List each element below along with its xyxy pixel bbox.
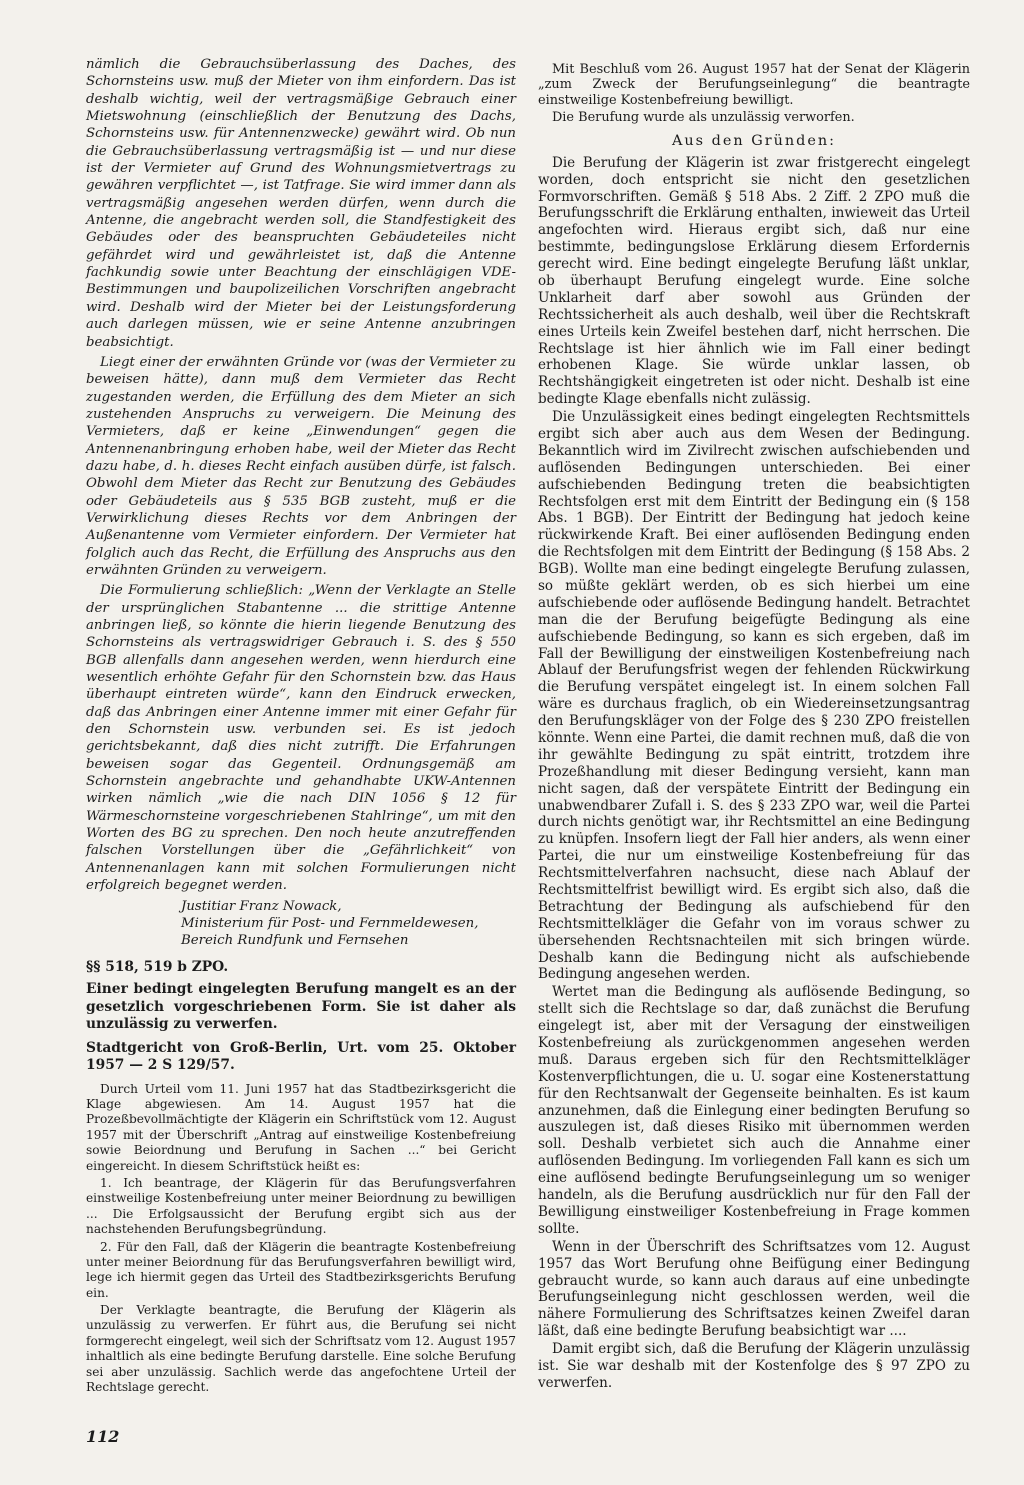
intro-paragraph: Mit Beschluß vom 26. August 1957 hat der Senat der Klägerin „zum Zweck der Berufungseinlegung“ die beantragte einstweilige Kostenbefreiung bewilligt. [538, 62, 970, 108]
facts-paragraph: Der Verklagte beantragte, die Berufung der Klägerin als unzulässig zu verwerfen. Er führt aus, die Berufung sei nicht formgerecht eingelegt, weil sich der Schriftsatz vom 12. August 1957 inhaltlich als eine bedingte Berufung darstelle. Eine solche Berufung sei aber unzulässig. Sachlich werde das angefochtene Urteil der Rechtslage gerecht. [86, 1303, 516, 1395]
section-title: Aus den Gründen: [672, 133, 836, 150]
left-column [86, 56, 516, 1397]
reasons-text [538, 155, 970, 1392]
author-signature [181, 898, 516, 949]
author-department: Bereich Rundfunk und Fernsehen [181, 932, 409, 948]
commentary-text [86, 56, 516, 895]
facts-text [86, 1082, 516, 1396]
intro-text [538, 62, 970, 125]
facts-paragraph: 1. Ich beantrage, der Klägerin für das Berufungsverfahren einstweilige Kostenbefreiung unter meiner Beiordnung zu bewilligen ... Die Erfolgsaussicht der Berufung ergibt sich aus der nachstehenden Berufungsbegründung. [86, 1175, 516, 1237]
reason-paragraph: Die Unzulässigkeit eines bedingt eingelegten Rechtsmittels ergibt sich aber auch aus dem Wesen der Bedingung. Bekanntlich wird im Zivilrecht zwischen aufschiebenden und auflösenden Bedingungen unterschieden. Bei einer aufschiebenden Bedingung treten die beabsichtigten Rechtsfolgen erst mit dem Eintritt der Bedingung ein (§ 158 Abs. 1 BGB). Der Eintritt der Bedingung hat jedoch keine rückwirkende Kraft. Bei einer auflösenden Bedingung enden die Rechtsfolgen mit dem Eintritt der Bedingung (§ 158 Abs. 2 BGB). Wollte man eine bedingt eingelegte Berufung zulassen, so müßte geklärt werden, ob es sich hierbei um eine aufschiebende oder auflösende Bedingung handelt. Betrachtet man die der Berufung beigefügte Bedingung als eine aufschiebende Bedingung, so kann es sich ergeben, daß im Fall der Bewilligung der einstweiligen Kostenbefreiung nach Ablauf der Berufungsfrist wegen der fehlenden Rückwirkung die Berufung verspätet eingelegt ist. In einem solchen Fall wäre es durchaus fraglich, ob ein Wiedereinsetzungsantrag den Berufungskläger von der Folge des § 230 ZPO freistellen könnte. Wenn eine Partei, die damit rechnen muß, daß die von ihr gewählte Bedingung zu spät eintritt, trotzdem ihre Prozeßhandlung mit dieser Bedingung versieht, kann man nicht sagen, daß der verspätete Eintritt der Bedingung ein unabwendbarer Zufall i. S. des § 233 ZPO war, weil die Partei durch nichts genötigt war, ihr Rechtsmittel an eine Bedingung zu knüpfen. Insofern liegt der Fall hier anders, als wenn einer Partei, die nur um einstweilige Kostenbefreiung für das Rechtsmittelverfahren nachsucht, diese nach Ablauf der Rechtsmittelfrist bewilligt wird. Es ergibt sich also, daß die Betrachtung der Bedingung als aufschiebend für den Rechtsmittelkläger die Gefahr von im voraus schwer zu übersehenden Rechtsnachteilen mit sich bringen würde. Deshalb kann die Bedingung nicht als aufschiebende Bedingung angesehen werden. [538, 409, 970, 983]
reason-paragraph: Wertet man die Bedingung als auflösende Bedingung, so stellt sich die Rechtslage so dar, daß zunächst die Berufung eingelegt ist, aber mit der Versagung der einstweiligen Kostenbefreiung als zurückgenommen angesehen werden muß. Daraus ergeben sich für den Rechtsmittelkläger Kostenverpflichtungen, die u. U. sogar eine Kostenerstattung für den Rechtsanwalt der Gegenseite beinhalten. Es ist kaum anzunehmen, daß die Einlegung einer bedingten Berufung so auszulegen ist, daß dieses Risiko mit übernommen werden soll. Deshalb verbietet sich auch die Annahme einer auflösenden Bedingung. Im vorliegenden Fall kann es sich um eine auflösend bedingte Berufungseinlegung um so weniger handeln, als die Berufung ausdrücklich nur für den Fall der Bewilligung einstweiliger Kostenbefreiung in Frage kommen sollte. [538, 984, 970, 1237]
headnote: Einer bedingt eingelegten Berufung mangelt es an der gesetzlich vorgeschriebenen Form. Sie ist daher als unzulässig zu verwerfen. [86, 981, 516, 1033]
author-name: Justitiar Franz Nowack, [181, 898, 342, 914]
author-ministry: Ministerium für Post- und Fernmeldewesen, [181, 915, 479, 931]
facts-paragraph: 2. Für den Fall, daß der Klägerin die beantragte Kostenbefreiung unter meiner Beiordnung für das Berufungsverfahren bewilligt wird, lege ich hiermit gegen das Urteil des Stadtbezirksgerichts Berufung ein. [86, 1239, 516, 1300]
reason-paragraph: Wenn in der Überschrift des Schriftsatzes vom 12. August 1957 das Wort Berufung ohne Beifügung einer Bedingung gebraucht wurde, so kann auch daraus auf eine unbedingte Berufungseinlegung nicht geschlossen werden, weil die nähere Formulierung des Schriftsatzes keinen Zweifel daran läßt, daß eine bedingte Berufung beabsichtigt war .... [538, 1238, 970, 1340]
reason-paragraph: Die Berufung der Klägerin ist zwar fristgerecht eingelegt worden, doch entspricht sie nicht den gesetzlichen Formvorschriften. Gemäß § 518 Abs. 2 Ziff. 2 ZPO muß die Berufungsschrift die Erklärung enthalten, inwieweit das Urteil angefochten wird. Hieraus ergibt sich, daß nur eine bestimmte, bedingungslose Erklärung diesem Erfordernis gerecht wird. Eine bedingt eingelegte Berufung läßt unklar, ob überhaupt Berufung eingelegt wurde. Eine solche Unklarheit darf aber sowohl aus Gründen der Rechtssicherheit als auch deshalb, weil über die Rechtskraft eines Urteils kein Zweifel bestehen darf, nicht herrschen. Die Rechtslage ist hier ähnlich wie im Fall einer bedingt erhobenen Klage. Sie würde unklar lassen, ob Rechtshängigkeit eingetreten ist oder nicht. Deshalb ist eine bedingte Klage ebenfalls nicht zulässig. [538, 154, 970, 408]
right-column [538, 62, 970, 1393]
page-number: 112 [86, 1427, 120, 1446]
commentary-paragraph: Liegt einer der erwähnten Gründe vor (was der Vermieter zu beweisen hätte), dann muß dem Vermieter das Recht zugestanden werden, die Erfüllung des dem Mieter an sich zustehenden Anspruchs zu verweigern. Die Meinung des Vermieters, daß er keine „Einwendungen“ gegen die Antennenanbringung erhoben habe, weil der Mieter das Recht dazu habe, d. h. dieses Recht einfach ausüben dürfe, ist falsch. Obwohl dem Mieter das Recht zur Benutzung des Gebäudes oder Gebäudeteils aus § 535 BGB zusteht, muß er die Verwirklichung dieses Rechts vor dem Anbringen der Außenantenne vom Vermieter einfordern. Der Vermieter hat folglich auch das Recht, die Erfüllung des Anspruchs aus den erwähnten Gründen zu verweigern. [86, 354, 516, 578]
intro-paragraph: Die Berufung wurde als unzulässig verworfen. [552, 110, 855, 126]
facts-paragraph: Durch Urteil vom 11. Juni 1957 hat das Stadtbezirksgericht die Klage abgewiesen. Am 14. August 1957 hat die Prozeßbevollmächtigte der Klägerin ein Schriftstück vom 12. August 1957 mit der Überschrift „Antrag auf einstweilige Kostenbefreiung sowie Beiordnung und Berufung in Sachen ...“ bei Gericht eingereicht. In diesem Schriftstück heißt es: [86, 1081, 516, 1173]
case-heading: §§ 518, 519 b ZPO. [86, 958, 229, 975]
commentary-paragraph: Die Formulierung schließlich: „Wenn der Verklagte an Stelle der ursprünglichen Stabantenne ... die strittige Antenne anbringen ließ, so könnte die hierin liegende Benutzung des Schornsteins als vertragswidriger Gebrauch i. S. des § 550 BGB allenfalls dann angesehen werden, wenn hierdurch eine wesentlich erhöhte Gefahr für den Schornstein bzw. das Haus überhaupt eintreten würde“, kann den Eindruck erwecken, daß das Anbringen einer Antenne immer mit einer Gefahr für den Schornstein usw. verbunden sei. Es ist jedoch gerichtsbekannt, daß dies nicht zutrifft. Die Erfahrungen beweisen sogar das Gegenteil. Ordnungsgemäß am Schornstein angebrachte und gehandhabte UKW-Antennen wirken nämlich „wie die nach DIN 1056 § 12 für Wärmeschornsteine vorgeschriebenen Stahlringe“, um mit den Worten des BG zu sprechen. Den noch heute anzutreffenden falschen Vorstellungen über die „Gefährlichkeit“ von Antennenanlagen kann mit solchen Formulierungen nicht erfolgreich begegnet werden. [86, 583, 516, 894]
court-line: Stadtgericht von Groß-Berlin, Urt. vom 25. Oktober 1957 — 2 S 129/57. [86, 1039, 516, 1074]
reason-paragraph: Damit ergibt sich, daß die Berufung der Klägerin unzulässig ist. Sie war deshalb mit der Kostenfolge des § 97 ZPO zu verwerfen. [538, 1341, 970, 1391]
commentary-paragraph: nämlich die Gebrauchsüberlassung des Daches, des Schornsteins usw. muß der Mieter von ihm einfordern. Das ist deshalb wichtig, weil der vertragsmäßige Gebrauch einer Mietswohnung (einschließlich der Benutzung des Dachs, Schornsteins usw. für Antennenzwecke) gewährt wird. Ob nun die Gebrauchsüberlassung vertragsmäßig ist — und nur diese ist der Vermieter auf Grund des Wohnungsmietvertrags zu gewähren verpflichtet —, ist Tatfrage. Sie wird immer dann als vertragsmäßig angesehen werden dürfen, wenn durch die Antenne, die angebracht werden soll, die Standfestigkeit des Gebäudes oder des beanspruchten Gebäudeteiles nicht gefährdet wird und gewährleistet ist, daß die Antenne fachkundig sowie unter Beachtung der einschlägigen VDE-Bestimmungen und baupolizeilichen Vorschriften angebracht wird. Deshalb wird der Mieter bei der Leistungsforderung auch darlegen müssen, wie er seine Antenne anzubringen beabsichtigt. [86, 57, 516, 350]
